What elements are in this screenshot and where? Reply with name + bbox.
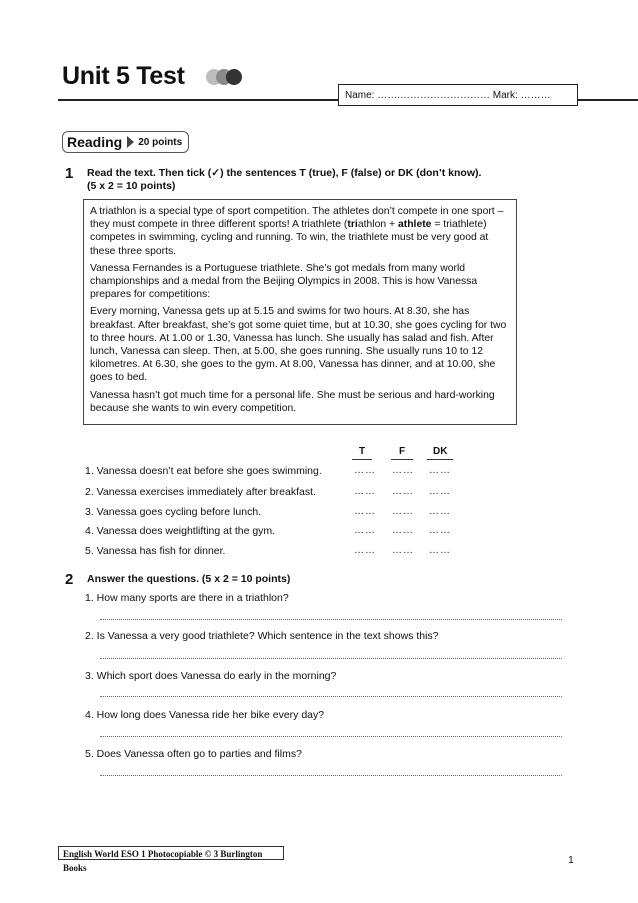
section-points: 20 points [138,136,183,148]
col-header-f: F [399,446,406,457]
page-title: Unit 5 Test [62,62,185,90]
tick-blank[interactable]: …… [392,525,414,536]
question-2-number: 2 [65,571,74,588]
answer-line[interactable] [100,619,562,620]
col-header-t: T [359,446,366,457]
section-name: Reading [67,134,123,150]
tick-blank[interactable]: …… [354,486,376,497]
reading-paragraph-1: A triathlon is a special type of sport competition. The athletes don’t compete in one sport – they must compete in three different sports! A triathlete (triathlon + athlete = triathlete) competes in swimming, cycling and running. To win, the triathlete must be very good at these three sports. [90,206,504,257]
tick-blank[interactable]: …… [429,545,451,556]
statement-2: 2. Vanessa exercises immediately after breakfast. [85,486,316,498]
tick-blank[interactable]: …… [392,545,414,556]
tick-blank[interactable]: …… [354,525,376,536]
section-tag [62,131,189,153]
tick-blank[interactable]: …… [354,465,376,476]
tick-blank[interactable]: …… [392,465,414,476]
col-header-dk: DK [433,446,448,457]
question-2-item-5: 5. Does Vanessa often go to parties and films? [85,748,302,760]
question-2-item-4: 4. How long does Vanessa ride her bike every day? [85,709,325,721]
play-arrow-icon [127,136,134,148]
question-2-item-2: 2. Is Vanessa a very good triathlete? Which sentence in the text shows this? [85,630,439,642]
tick-blank[interactable]: …… [392,486,414,497]
tick-blank[interactable]: …… [354,545,376,556]
answer-line[interactable] [100,736,562,737]
question-2-instructions: Answer the questions. (5 x 2 = 10 points) [87,573,291,585]
answer-line[interactable] [100,775,562,776]
reading-paragraph-4: Vanessa hasn’t got much time for a personal life. She must be serious and hard-working because she wants to win every competition. [90,389,495,414]
tick-blank[interactable]: …… [429,486,451,497]
answer-line[interactable] [100,658,562,659]
statement-5: 5. Vanessa has fish for dinner. [85,545,226,557]
name-mark-field[interactable]: Name: …….……………………… Mark: ……… [338,84,578,106]
col-underline-t [352,459,372,460]
copyright-footer: English World ESO 1 Photocopiable © 3 Burlington Books [58,846,284,860]
question-2-item-1: 1. How many sports are there in a triathlon? [85,592,289,604]
question-1-number: 1 [65,165,74,182]
col-underline-dk [427,459,453,460]
page-number: 1 [568,854,574,866]
statement-4: 4. Vanessa does weightlifting at the gym. [85,525,276,537]
tick-blank[interactable]: …… [354,506,376,517]
unit-dots-icon [205,66,245,88]
answer-line[interactable] [100,696,562,697]
reading-paragraph-2: Vanessa Fernandes is a Portuguese triathlete. She’s got medals from many world championships and a medal from the Beijing Olympics in 2008. This is how Vanessa prepares for competitions: [90,262,478,301]
statement-1: 1. Vanessa doesn’t eat before she goes swimming. [85,465,322,477]
statement-3: 3. Vanessa goes cycling before lunch. [85,506,262,518]
tick-blank[interactable]: …… [429,525,451,536]
question-1-instructions: Read the text. Then tick (✓) the sentences T (true), F (false) or DK (don’t know). [87,167,482,179]
reading-text-box [83,199,517,425]
tick-blank[interactable]: …… [429,506,451,517]
tick-blank[interactable]: …… [429,465,451,476]
tick-blank[interactable]: …… [392,506,414,517]
reading-paragraph-3: Every morning, Vanessa gets up at 5.15 and swims for two hours. At 8.30, she has breakfast. After breakfast, she’s got some quiet time, but at 10.30, she goes cycling for two to three hours. At 1.00 or 1.30, Vanessa has lunch. She usually has salad and fish. After lunch, Vanessa can sleep. Then, at 5.00, she goes running. She usually runs 10 to 12 kilometres. At 6.30, she goes to the gym. At 8.00, Vanessa has dinner, and at 10.00, she goes to bed. [90,306,507,384]
col-underline-f [391,459,413,460]
question-2-item-3: 3. Which sport does Vanessa do early in the morning? [85,670,337,682]
question-1-points: (5 x 2 = 10 points) [87,180,176,192]
